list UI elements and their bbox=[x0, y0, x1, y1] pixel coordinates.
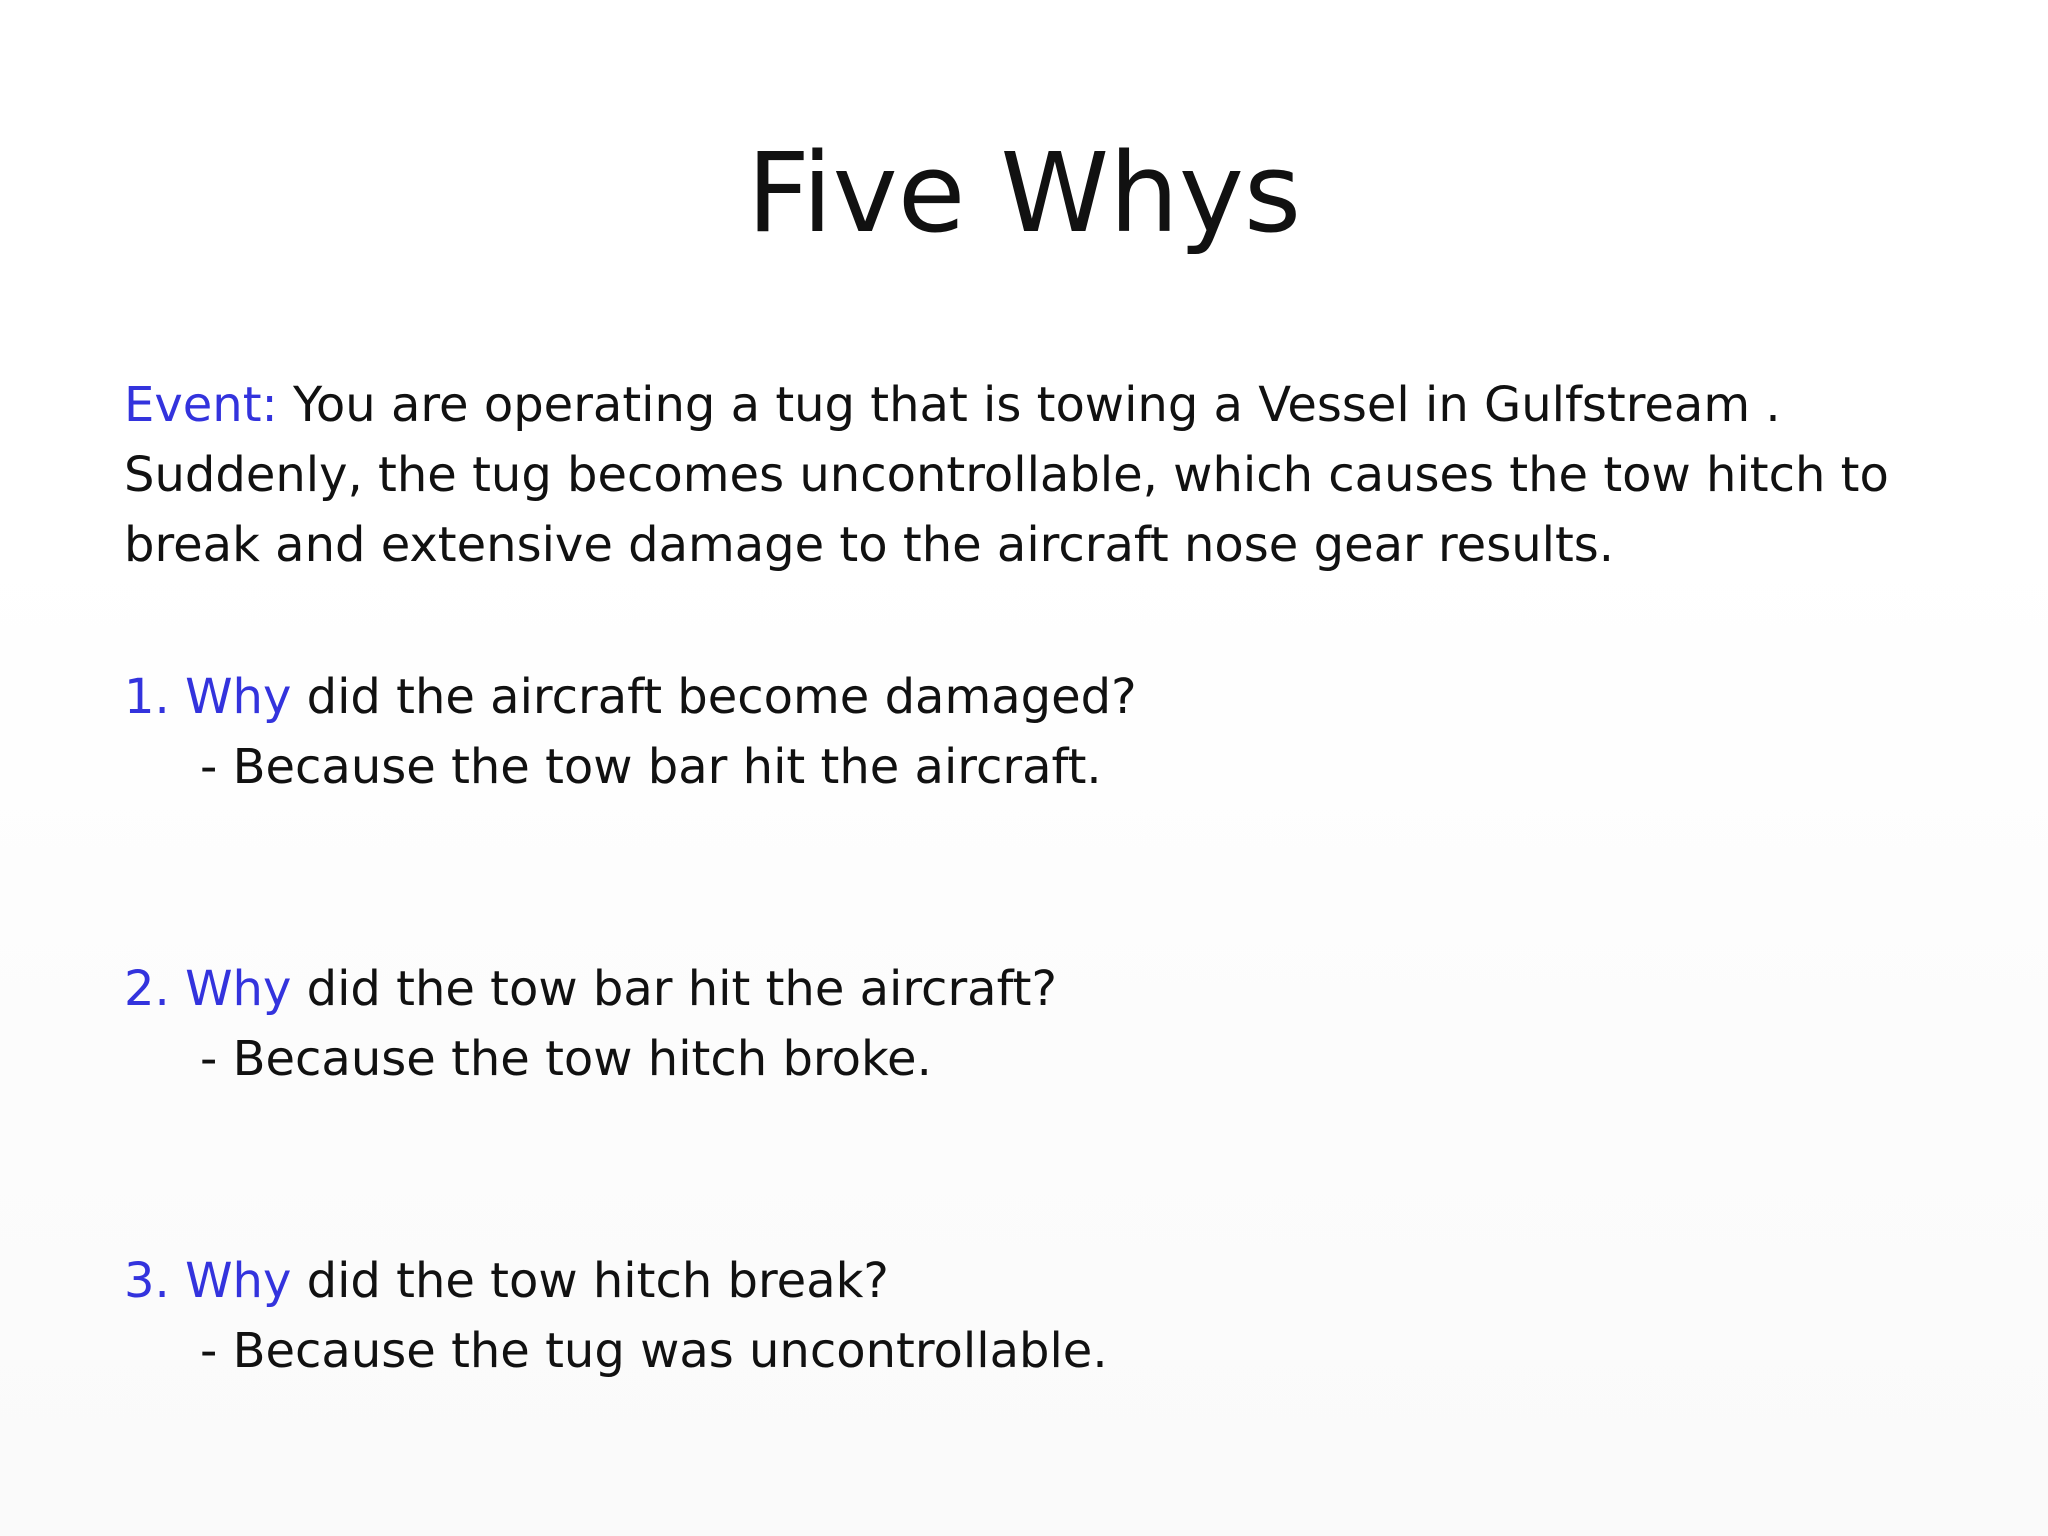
why-question-text-3: did the tow hitch break? bbox=[291, 1253, 889, 1309]
event-text-1: You are operating a tug that is towing a Vessel in Gulfstream . bbox=[277, 377, 1781, 433]
event-line-3: break and extensive damage to the aircraft nose gear results. bbox=[124, 517, 1615, 573]
event-label: Event: bbox=[124, 377, 278, 433]
why-item-2 bbox=[124, 954, 1944, 1094]
why-keyword-1: Why bbox=[185, 669, 292, 725]
why-question-3 bbox=[124, 1246, 1944, 1316]
why-number-3: 3. bbox=[124, 1253, 170, 1309]
why-answer-2: - Because the tow hitch broke. bbox=[200, 1031, 932, 1087]
why-keyword-3: Why bbox=[185, 1253, 292, 1309]
why-question-2 bbox=[124, 954, 1944, 1024]
why-answer-1: - Because the tow bar hit the aircraft. bbox=[200, 739, 1102, 795]
why-question-text-1: did the aircraft become damaged? bbox=[291, 669, 1137, 725]
why-question-text-2: did the tow bar hit the aircraft? bbox=[291, 961, 1057, 1017]
why-keyword-2: Why bbox=[185, 961, 292, 1017]
why-number-1: 1. bbox=[124, 669, 170, 725]
why-question-1 bbox=[124, 662, 1944, 732]
event-paragraph bbox=[124, 370, 1944, 580]
why-answer-3: - Because the tug was uncontrollable. bbox=[200, 1323, 1108, 1379]
event-line-2: Suddenly, the tug becomes uncontrollable, which causes the tow hitch to bbox=[124, 447, 1889, 503]
why-number-2: 2. bbox=[124, 961, 170, 1017]
why-item-1 bbox=[124, 662, 1944, 802]
slide-title: Five Whys bbox=[746, 129, 1302, 257]
why-item-3 bbox=[124, 1246, 1944, 1386]
event-line-1 bbox=[124, 370, 1944, 440]
